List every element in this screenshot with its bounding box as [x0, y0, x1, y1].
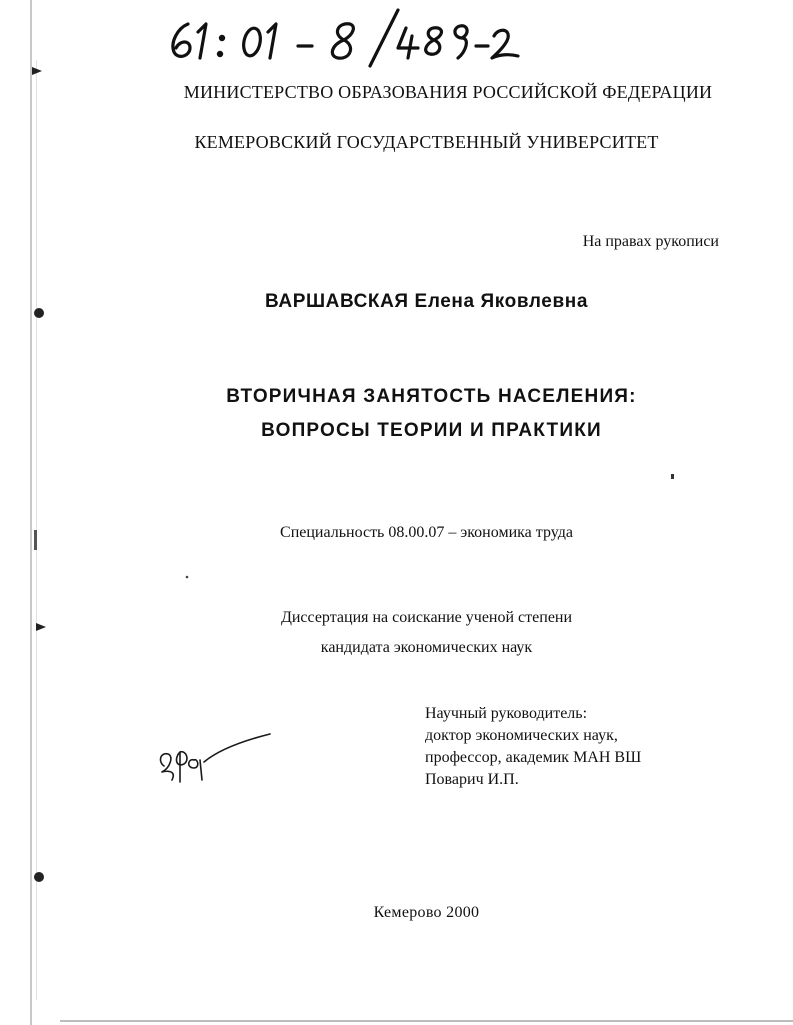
punch-mark-icon — [32, 870, 46, 884]
punch-mark-icon — [30, 64, 44, 78]
scan-bottom-edge — [60, 1020, 793, 1022]
archive-stamp-handwriting — [160, 8, 530, 68]
author-name: ВАРШАВСКАЯ Елена Яковлевна — [265, 291, 588, 312]
advisor-label: Научный руководитель: — [425, 705, 588, 722]
advisor-title: профессор, академик МАН ВШ — [425, 749, 642, 766]
advisor-degree: доктор экономических наук, — [425, 727, 618, 744]
advisor-name: Поварич И.П. — [425, 771, 519, 788]
manuscript-rights-note: На правах рукописи — [582, 233, 719, 250]
specialty-line: Специальность 08.00.07 – экономика труда — [280, 524, 573, 541]
degree-statement — [30, 603, 793, 663]
scan-speck-icon — [670, 473, 676, 481]
title-line-2: ВОПРОСЫ ТЕОРИИ И ПРАКТИКИ — [261, 420, 602, 441]
author-signature — [150, 722, 280, 792]
city-year: Кемерово 2000 — [373, 904, 480, 921]
title-line-1: ВТОРИЧНАЯ ЗАНЯТОСТЬ НАСЕЛЕНИЯ: — [226, 386, 637, 407]
university-heading: КЕМЕРОВСКИЙ ГОСУДАРСТВЕННЫЙ УНИВЕРСИТЕТ — [194, 132, 659, 152]
scan-speck-icon — [185, 575, 189, 579]
scientific-advisor-block — [425, 703, 641, 791]
ministry-heading: МИНИСТЕРСТВО ОБРАЗОВАНИЯ РОССИЙСКОЙ ФЕДЕРАЦИИ — [183, 82, 713, 102]
degree-line-2: кандидата экономических наук — [320, 639, 533, 656]
degree-line-1: Диссертация на соискание ученой степени — [280, 609, 573, 626]
dissertation-title — [35, 380, 793, 448]
